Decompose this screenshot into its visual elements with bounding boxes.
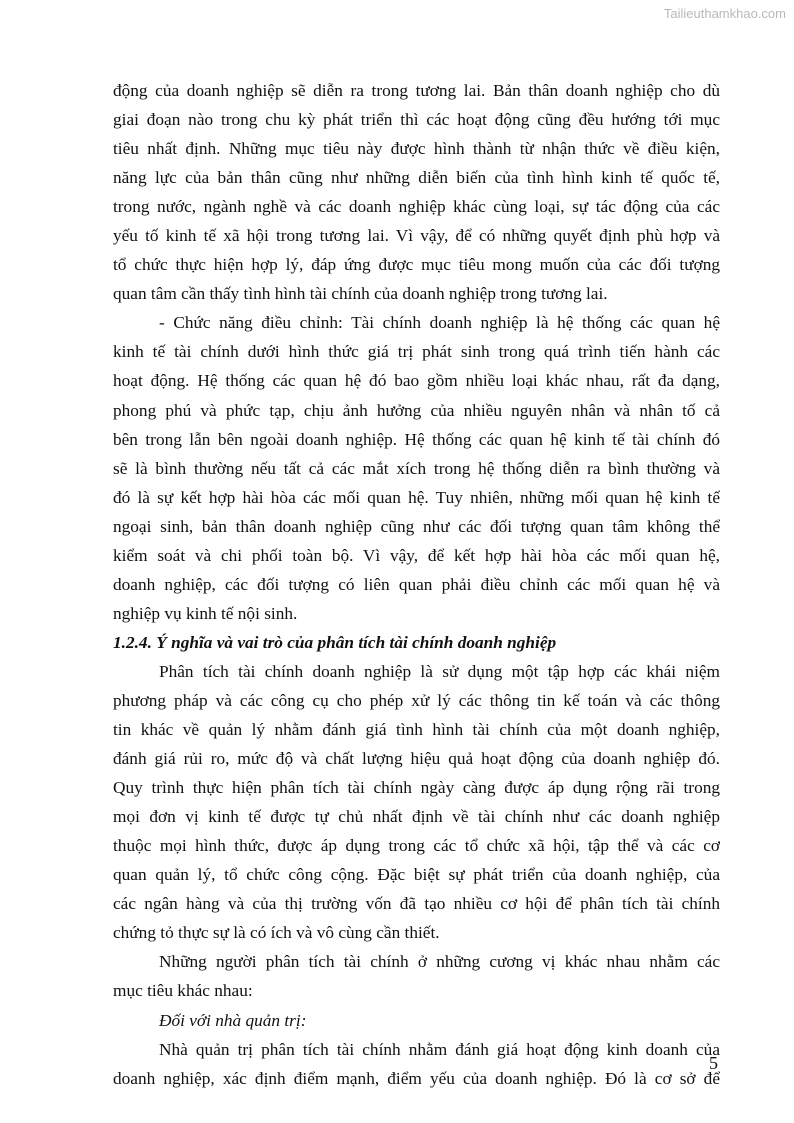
text-line: sẽ là bình thường nếu tất cả các mắt xích trong hệ thống diễn ra bình thường và	[113, 458, 720, 478]
page-number: 5	[709, 1053, 718, 1073]
text-line: quan tâm cần thấy tình hình tài chính của doanh nghiệp trong tương lai.	[113, 284, 608, 304]
text-line: tiêu nhất định. Những mục tiêu này được hình thành từ nhận thức về điều kiện,	[113, 139, 720, 159]
text-line: phương pháp và các công cụ cho phép xử lý các thông tin kế toán và các thông	[113, 690, 720, 710]
text-line: trong nước, ngành nghề và các doanh nghiệp khác cùng loại, sự tác động của các	[113, 197, 720, 217]
text-line: đó là sự kết hợp hài hòa các mối quan hệ. Tuy nhiên, những mối quan hệ kinh tế	[113, 487, 720, 507]
watermark: Tailieuthamkhao.com	[663, 6, 786, 21]
text-line: mọi đơn vị kinh tế được tự chủ nhất định về tài chính như các doanh nghiệp	[113, 807, 720, 827]
text-line: Quy trình thực hiện phân tích tài chính ngày càng được áp dụng rộng rãi trong	[113, 778, 720, 798]
text-line: bên trong lẫn bên ngoài doanh nghiệp. Hệ thống các quan hệ kinh tế tài chính đó	[113, 429, 720, 449]
text-line: kiểm soát và chi phối toàn bộ. Vì vậy, để kết hợp hài hòa các mối quan hệ,	[113, 545, 720, 565]
text-line: đánh giá rủi ro, mức độ và chất lượng hiệu quả hoạt động của doanh nghiệp đó.	[113, 749, 720, 769]
text-line: nghiệp vụ kinh tế nội sinh.	[113, 603, 298, 623]
text-line: động của doanh nghiệp sẽ diễn ra trong tương lai. Bản thân doanh nghiệp cho dù	[113, 81, 720, 100]
text-line: mục tiêu khác nhau:	[113, 981, 253, 1001]
text-line: Nhà quản trị phân tích tài chính nhằm đánh giá hoạt động kinh doanh của	[159, 1039, 720, 1059]
document-body	[113, 76, 720, 1093]
text-line: năng lực của bản thân cũng như những diễn biến của tình hình kinh tế quốc tế,	[113, 168, 720, 188]
text-line: - Chức năng điều chỉnh: Tài chính doanh nghiệp là hệ thống các quan hệ	[159, 313, 720, 333]
text-line: Những người phân tích tài chính ở những cương vị khác nhau nhằm các	[159, 952, 720, 972]
text-line: Phân tích tài chính doanh nghiệp là sử dụng một tập hợp các khái niệm	[159, 661, 720, 681]
text-line: phong phú và phức tạp, chịu ảnh hưởng của nhiều nguyên nhân và nhân tố cả	[113, 400, 720, 420]
text-line: yếu tố kinh tế xã hội trong tương lai. Vì vậy, để có những quyết định phù hợp và	[113, 226, 720, 246]
text-line: các ngân hàng và của thị trường vốn đã tạo nhiều cơ hội để phân tích tài chính	[113, 894, 720, 914]
section-heading: 1.2.4. Ý nghĩa và vai trò của phân tích tài chính doanh nghiệp	[113, 632, 557, 652]
text-line: chứng tỏ thực sự là có ích và vô cùng cần thiết.	[113, 923, 440, 943]
text-line: kinh tế tài chính dưới hình thức giá trị phát sinh trong quá trình tiến hành các	[113, 342, 720, 362]
text-line: hoạt động. Hệ thống các quan hệ đó bao gồm nhiều loại khác nhau, rất đa dạng,	[113, 371, 720, 391]
text-line: doanh nghiệp, các đối tượng có liên quan phải điều chỉnh các mối quan hệ và	[113, 574, 720, 594]
text-line: ngoại sinh, bản thân doanh nghiệp cũng như các đối tượng quan tâm không thể	[113, 516, 720, 536]
text-line: doanh nghiệp, xác định điểm mạnh, điểm yếu của doanh nghiệp. Đó là cơ sở để	[113, 1068, 720, 1088]
text-line: giai đoạn nào trong chu kỳ phát triển thì các hoạt động cũng đều hướng tới mục	[113, 110, 720, 130]
text-line: tin khác về quản lý nhằm đánh giá tình hình tài chính của một doanh nghiệp,	[113, 720, 720, 740]
text-line: quan quản lý, tổ chức công cộng. Đặc biệt sự phát triển của doanh nghiệp, của	[113, 865, 720, 885]
text-line: tổ chức thực hiện hợp lý, đáp ứng được mục tiêu mong muốn của các đối tượng	[113, 255, 720, 275]
text-line: Đối với nhà quản trị:	[159, 1010, 307, 1030]
text-line: thuộc mọi hình thức, được áp dụng trong các tổ chức xã hội, tập thể và các cơ	[113, 836, 720, 856]
